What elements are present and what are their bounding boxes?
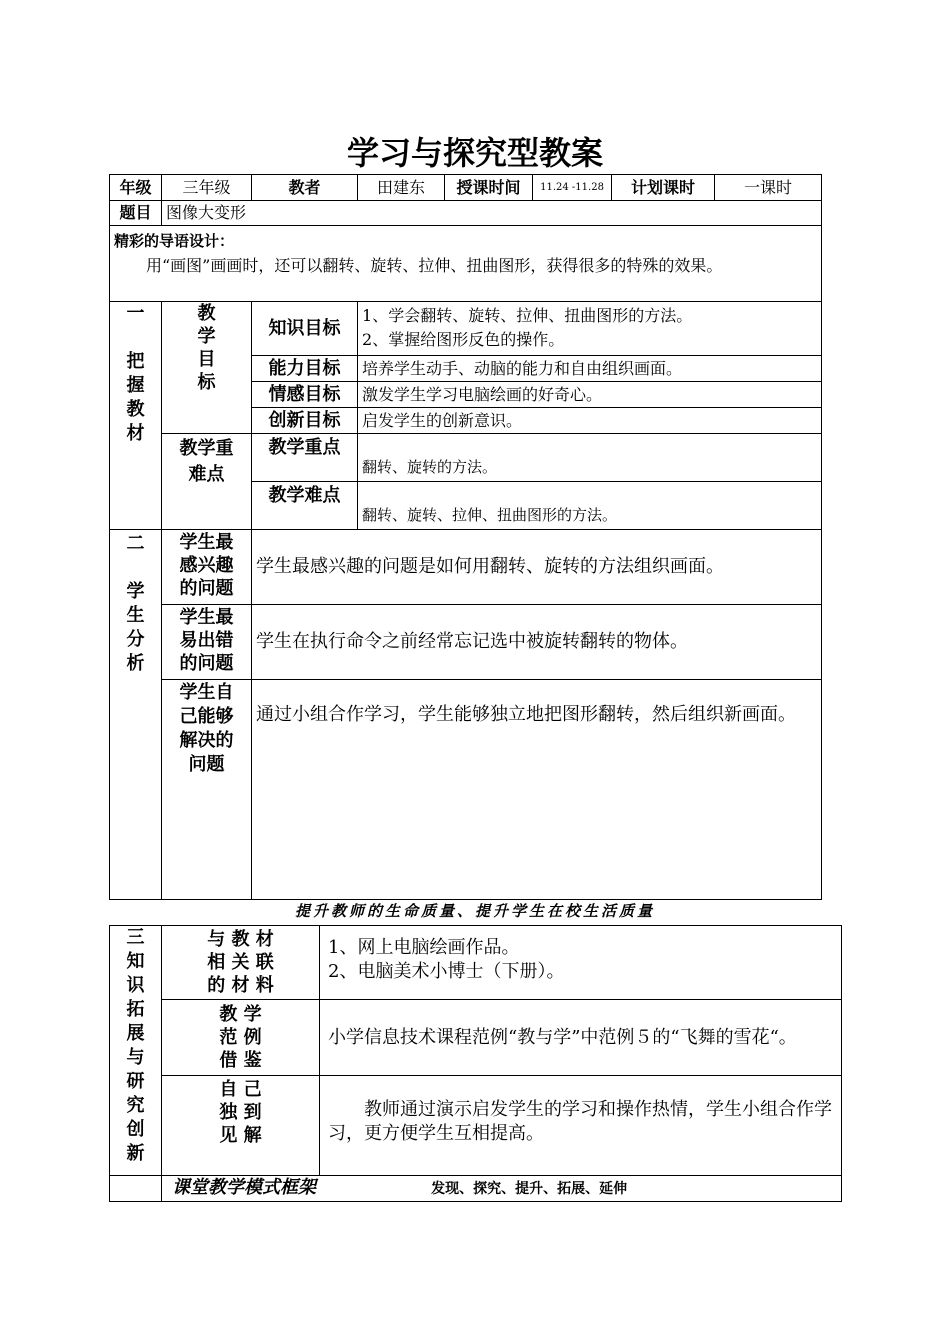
key-difficult-points-label: 教学重 难点	[162, 434, 252, 530]
interest-question-text: 学生最感兴趣的问题是如何用翻转、旋转的方法组织画面。	[252, 530, 822, 605]
knowledge-goal-label: 知识目标	[252, 302, 358, 356]
intro-label: 精彩的导语设计：	[114, 232, 235, 250]
teaching-example-label: 教 学 范 例 借 鉴	[162, 1000, 320, 1076]
solvable-question-text: 通过小组合作学习，学生能够独立地把图形翻转，然后组织新画面。	[252, 680, 822, 900]
plan-value: 一课时	[715, 175, 822, 201]
teaching-focus-label: 教学重点	[252, 434, 358, 482]
ability-goal-text: 培养学生动手、动脑的能力和自由组织画面。	[358, 356, 822, 382]
framework-text: 发现、探究、提升、拓展、延伸	[431, 1181, 628, 1197]
emotion-goal-label: 情感目标	[252, 382, 358, 408]
related-materials-label: 与 教 材 相 关 联 的 材 料	[162, 926, 320, 1000]
emotion-goal-text: 激发学生学习电脑绘画的好奇心。	[358, 382, 822, 408]
own-insight-label: 自 己 独 到 见 解	[162, 1076, 320, 1176]
teaching-difficulty-text: 翻转、旋转、拉伸、扭曲图形的方法。	[358, 482, 822, 530]
section3-label: 三 知 识 拓 展 与 研 究 创 新	[110, 926, 162, 1176]
teacher-label: 教者	[252, 175, 358, 201]
framework-empty-cell	[110, 1176, 162, 1202]
teacher-value: 田建东	[358, 175, 445, 201]
motto: 提升教师的生命质量、提升学生在校生活质量	[294, 902, 655, 920]
teaching-goals-label: 教 学 目 标	[162, 302, 252, 434]
teaching-example-text: 小学信息技术课程范例“教与学”中范例５的“飞舞的雪花“。	[320, 1000, 842, 1076]
teaching-focus-text: 翻转、旋转的方法。	[358, 434, 822, 482]
extension-table	[109, 925, 842, 1202]
time-label: 授课时间	[445, 175, 533, 201]
grade-label: 年级	[110, 175, 162, 201]
teaching-difficulty-label: 教学难点	[252, 482, 358, 530]
intro-text: 用“画图”画画时，还可以翻转、旋转、拉伸、扭曲图形，获得很多的特殊的效果。	[146, 256, 723, 275]
innovation-goal-label: 创新目标	[252, 408, 358, 434]
knowledge-goal-text: 1、学会翻转、旋转、拉伸、扭曲图形的方法。 2、掌握给图形反色的操作。	[358, 302, 822, 356]
grade-value: 三年级	[162, 175, 252, 201]
page-title: 学习与探究型教案	[346, 134, 603, 172]
innovation-goal-text: 启发学生的创新意识。	[358, 408, 822, 434]
own-insight-text: 教师通过演示启发学生的学习和操作热情，学生小组合作学习，更方便学生互相提高。	[320, 1076, 842, 1176]
framework-cell	[162, 1176, 842, 1202]
lesson-plan-table	[109, 174, 822, 900]
section1-label: 一 把 握 教 材	[110, 302, 162, 530]
header-row	[110, 175, 822, 201]
related-materials-text: 1、网上电脑绘画作品。 2、电脑美术小博士（下册）。	[320, 926, 842, 1000]
framework-label: 课堂教学模式框架	[172, 1177, 316, 1198]
error-question-label: 学生最 易出错 的问题	[162, 605, 252, 680]
error-question-text: 学生在执行命令之前经常忘记选中被旋转翻转的物体。	[252, 605, 822, 680]
intro-cell	[110, 226, 822, 302]
solvable-question-label: 学生自 己能够 解决的 问题	[162, 680, 252, 900]
ability-goal-label: 能力目标	[252, 356, 358, 382]
intro-row	[110, 226, 822, 302]
section2-label: 二 学 生 分 析	[110, 530, 162, 900]
time-value: 11.24 -11.28	[533, 175, 612, 201]
plan-label: 计划课时	[612, 175, 715, 201]
topic-label: 题目	[110, 201, 162, 226]
interest-question-label: 学生最 感兴趣 的问题	[162, 530, 252, 605]
topic-row	[110, 201, 822, 226]
topic-value: 图像大变形	[162, 201, 822, 226]
